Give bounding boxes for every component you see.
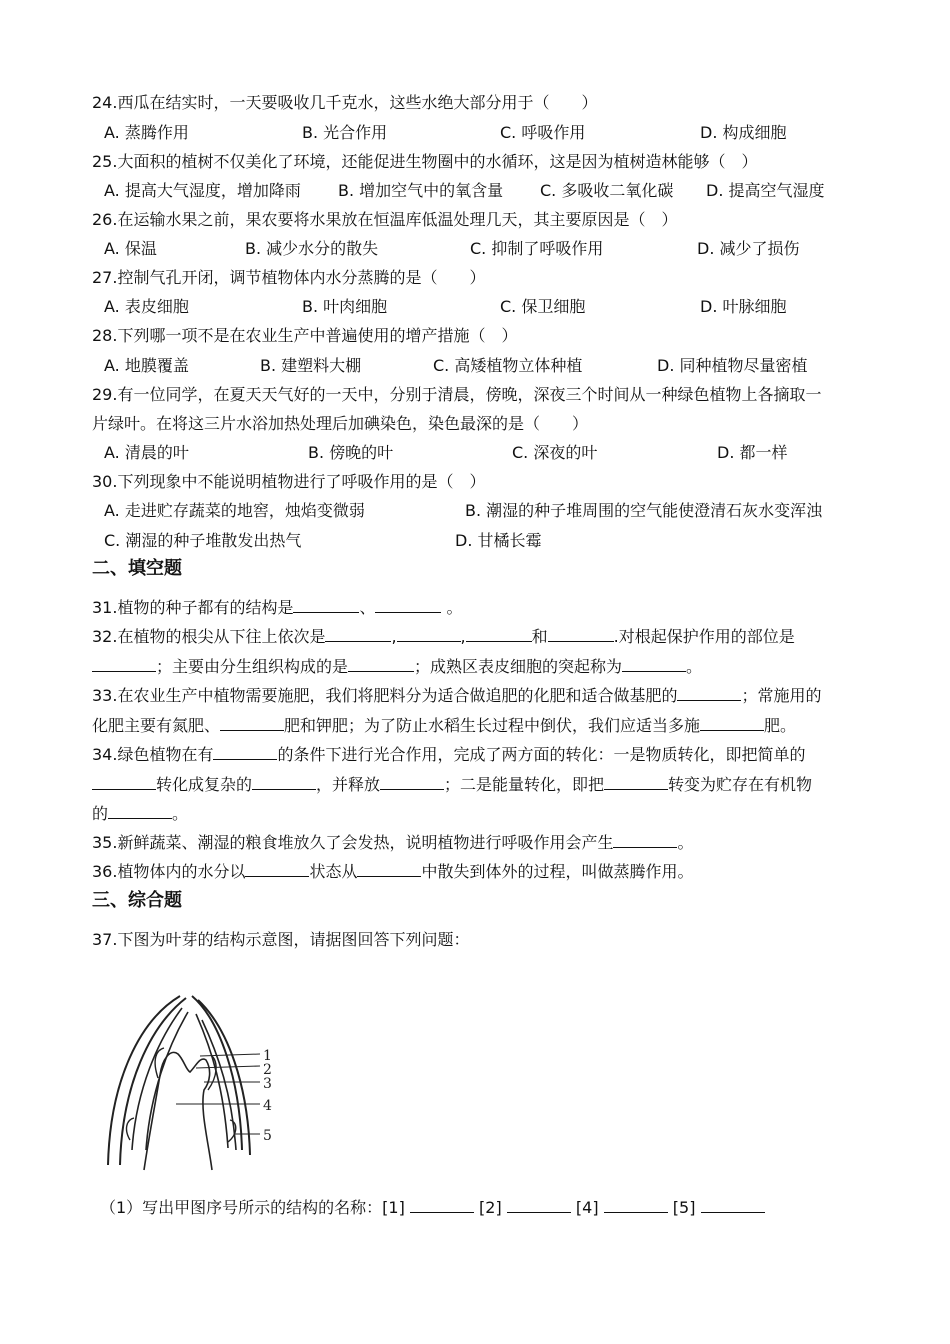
outer-leaf-left xyxy=(108,996,180,1165)
question-34-line1: 34.绿色植物在有 的条件下进行光合作用，完成了两方面的转化：一是物质转化，即把简单的 xyxy=(92,745,806,764)
answer-blank[interactable] xyxy=(548,627,614,642)
answer-blank[interactable] xyxy=(507,1198,571,1213)
answer-blank[interactable] xyxy=(410,1198,474,1213)
option-c: C. 深夜的叶 xyxy=(512,443,598,462)
option-d: D. 叶脉细胞 xyxy=(700,297,787,316)
answer-blank[interactable] xyxy=(613,833,677,848)
young-leaf-left-inner xyxy=(146,1012,188,1150)
option-b: B. 叶肉细胞 xyxy=(302,297,388,316)
answer-blank[interactable] xyxy=(348,657,414,672)
answer-blank[interactable] xyxy=(293,598,359,613)
pointer-line-2 xyxy=(196,1066,260,1068)
answer-blank[interactable] xyxy=(604,775,668,790)
question-33-line1: 33.在农业生产中植物需要施肥，我们将肥料分为适合做追肥的化肥和适合做基肥的 ；常施用的 xyxy=(92,686,822,705)
diagram-label-4: 4 xyxy=(263,1098,272,1114)
answer-blank[interactable] xyxy=(213,745,277,760)
option-a: A. 地膜覆盖 xyxy=(104,356,189,375)
option-d: D. 提高空气湿度 xyxy=(706,181,825,200)
answer-blank[interactable] xyxy=(252,775,316,790)
question-36: 36.植物体内的水分以 状态从 中散失到体外的过程，叫做蒸腾作用。 xyxy=(92,862,694,881)
answer-blank[interactable] xyxy=(677,686,741,701)
leaf-bud-diagram xyxy=(100,990,285,1175)
answer-blank[interactable] xyxy=(357,862,421,877)
question-25-stem: 25.大面积的植树不仅美化了环境，还能促进生物圈中的水循环，这是因为植树造林能够（ ） xyxy=(92,152,758,171)
growth-point xyxy=(160,1052,212,1170)
question-27-stem: 27.控制气孔开闭，调节植物体内水分蒸腾的是（ ） xyxy=(92,268,486,287)
diagram-label-1: 1 xyxy=(263,1048,272,1064)
option-a: A. 表皮细胞 xyxy=(104,297,189,316)
question-33-line2: 化肥主要有氮肥、 肥和钾肥；为了防止水稻生长过程中倒伏，我们应适当多施 肥。 xyxy=(92,716,797,735)
option-b: B. 傍晚的叶 xyxy=(308,443,394,462)
option-d: D. 甘橘长霉 xyxy=(455,531,542,550)
question-32-line1: 32.在植物的根尖从下往上依次是 , , 和 .对根起保护作用的部位是 xyxy=(92,627,795,646)
option-b: B. 光合作用 xyxy=(302,123,388,142)
section-heading-comprehensive: 三、综合题 xyxy=(92,890,182,911)
diagram-label-2: 2 xyxy=(263,1062,272,1078)
option-c: C. 高矮植物立体种植 xyxy=(433,356,583,375)
option-d: D. 同种植物尽量密植 xyxy=(657,356,808,375)
answer-blank[interactable] xyxy=(604,1198,668,1213)
question-30-stem: 30.下列现象中不能说明植物进行了呼吸作用的是（ ） xyxy=(92,472,486,491)
option-d: D. 都一样 xyxy=(717,443,788,462)
option-d: D. 减少了损伤 xyxy=(697,239,800,258)
question-31: 31.植物的种子都有的结构是 、 。 xyxy=(92,598,463,617)
question-37-stem: 37.下图为叶芽的结构示意图，请据图回答下列问题： xyxy=(92,930,470,949)
question-34-line3: 的 。 xyxy=(92,804,189,823)
answer-blank[interactable] xyxy=(92,657,156,672)
option-a: A. 提高大气湿度，增加降雨 xyxy=(104,181,301,200)
question-37-sub1: （1）写出甲图序号所示的结构的名称：[1] [2] [4] [5] xyxy=(100,1198,765,1218)
pointer-line-1 xyxy=(200,1054,260,1056)
diagram-label-3: 3 xyxy=(263,1076,272,1092)
option-b: B. 减少水分的散失 xyxy=(245,239,379,258)
question-35: 35.新鲜蔬菜、潮湿的粮食堆放久了会发热，说明植物进行呼吸作用会产生 。 xyxy=(92,833,694,852)
answer-blank[interactable] xyxy=(622,657,686,672)
option-a: A. 蒸腾作用 xyxy=(104,123,189,142)
answer-blank[interactable] xyxy=(92,775,156,790)
diagram-label-5: 5 xyxy=(263,1128,272,1144)
option-c: C. 抑制了呼吸作用 xyxy=(470,239,604,258)
answer-blank[interactable] xyxy=(700,716,764,731)
bud-axis-left xyxy=(144,1075,160,1170)
option-c: C. 保卫细胞 xyxy=(500,297,586,316)
question-32-line2: ；主要由分生组织构成的是 ；成熟区表皮细胞的突起称为 。 xyxy=(92,657,702,677)
section-heading-fill-in: 二、填空题 xyxy=(92,558,182,579)
option-d: D. 构成细胞 xyxy=(700,123,787,142)
question-28-stem: 28.下列哪一项不是在农业生产中普遍使用的增产措施（ ） xyxy=(92,326,518,345)
answer-blank[interactable] xyxy=(380,775,444,790)
question-29-stem-line2: 片绿叶。在将这三片水浴加热处理后加碘染色，染色最深的是（ ） xyxy=(92,414,589,433)
question-34-line2: 转化成复杂的 ，并释放 ；二是能量转化，即把 转变为贮存在有机物 xyxy=(92,775,812,795)
question-24-stem: 24.西瓜在结实时，一天要吸收几千克水，这些水绝大部分用于（ ） xyxy=(92,93,598,112)
option-a: A. 清晨的叶 xyxy=(104,443,189,462)
answer-blank[interactable] xyxy=(701,1198,765,1213)
option-a: A. 走进贮存蔬菜的地窖，烛焰变微弱 xyxy=(104,501,365,520)
option-c: C. 潮湿的种子堆散发出热气 xyxy=(104,531,302,550)
question-29-stem-line1: 29.有一位同学，在夏天天气好的一天中，分别于清晨，傍晚，深夜三个时间从一种绿色植物上各摘取一 xyxy=(92,385,822,404)
answer-blank[interactable] xyxy=(108,804,172,819)
answer-blank[interactable] xyxy=(220,716,284,731)
option-b: B. 建塑料大棚 xyxy=(260,356,362,375)
option-c: C. 多吸收二氧化碳 xyxy=(540,181,674,200)
answer-blank[interactable] xyxy=(466,627,532,642)
answer-blank[interactable] xyxy=(375,598,441,613)
answer-blank[interactable] xyxy=(325,627,391,642)
option-b: B. 增加空气中的氧含量 xyxy=(338,181,504,200)
option-c: C. 呼吸作用 xyxy=(500,123,586,142)
option-a: A. 保温 xyxy=(104,239,157,258)
question-26-stem: 26.在运输水果之前，果农要将水果放在恒温库低温处理几天，其主要原因是（ ） xyxy=(92,210,678,229)
answer-blank[interactable] xyxy=(245,862,309,877)
option-b: B. 潮湿的种子堆周围的空气能使澄清石灰水变浑浊 xyxy=(465,501,823,520)
answer-blank[interactable] xyxy=(397,627,461,642)
